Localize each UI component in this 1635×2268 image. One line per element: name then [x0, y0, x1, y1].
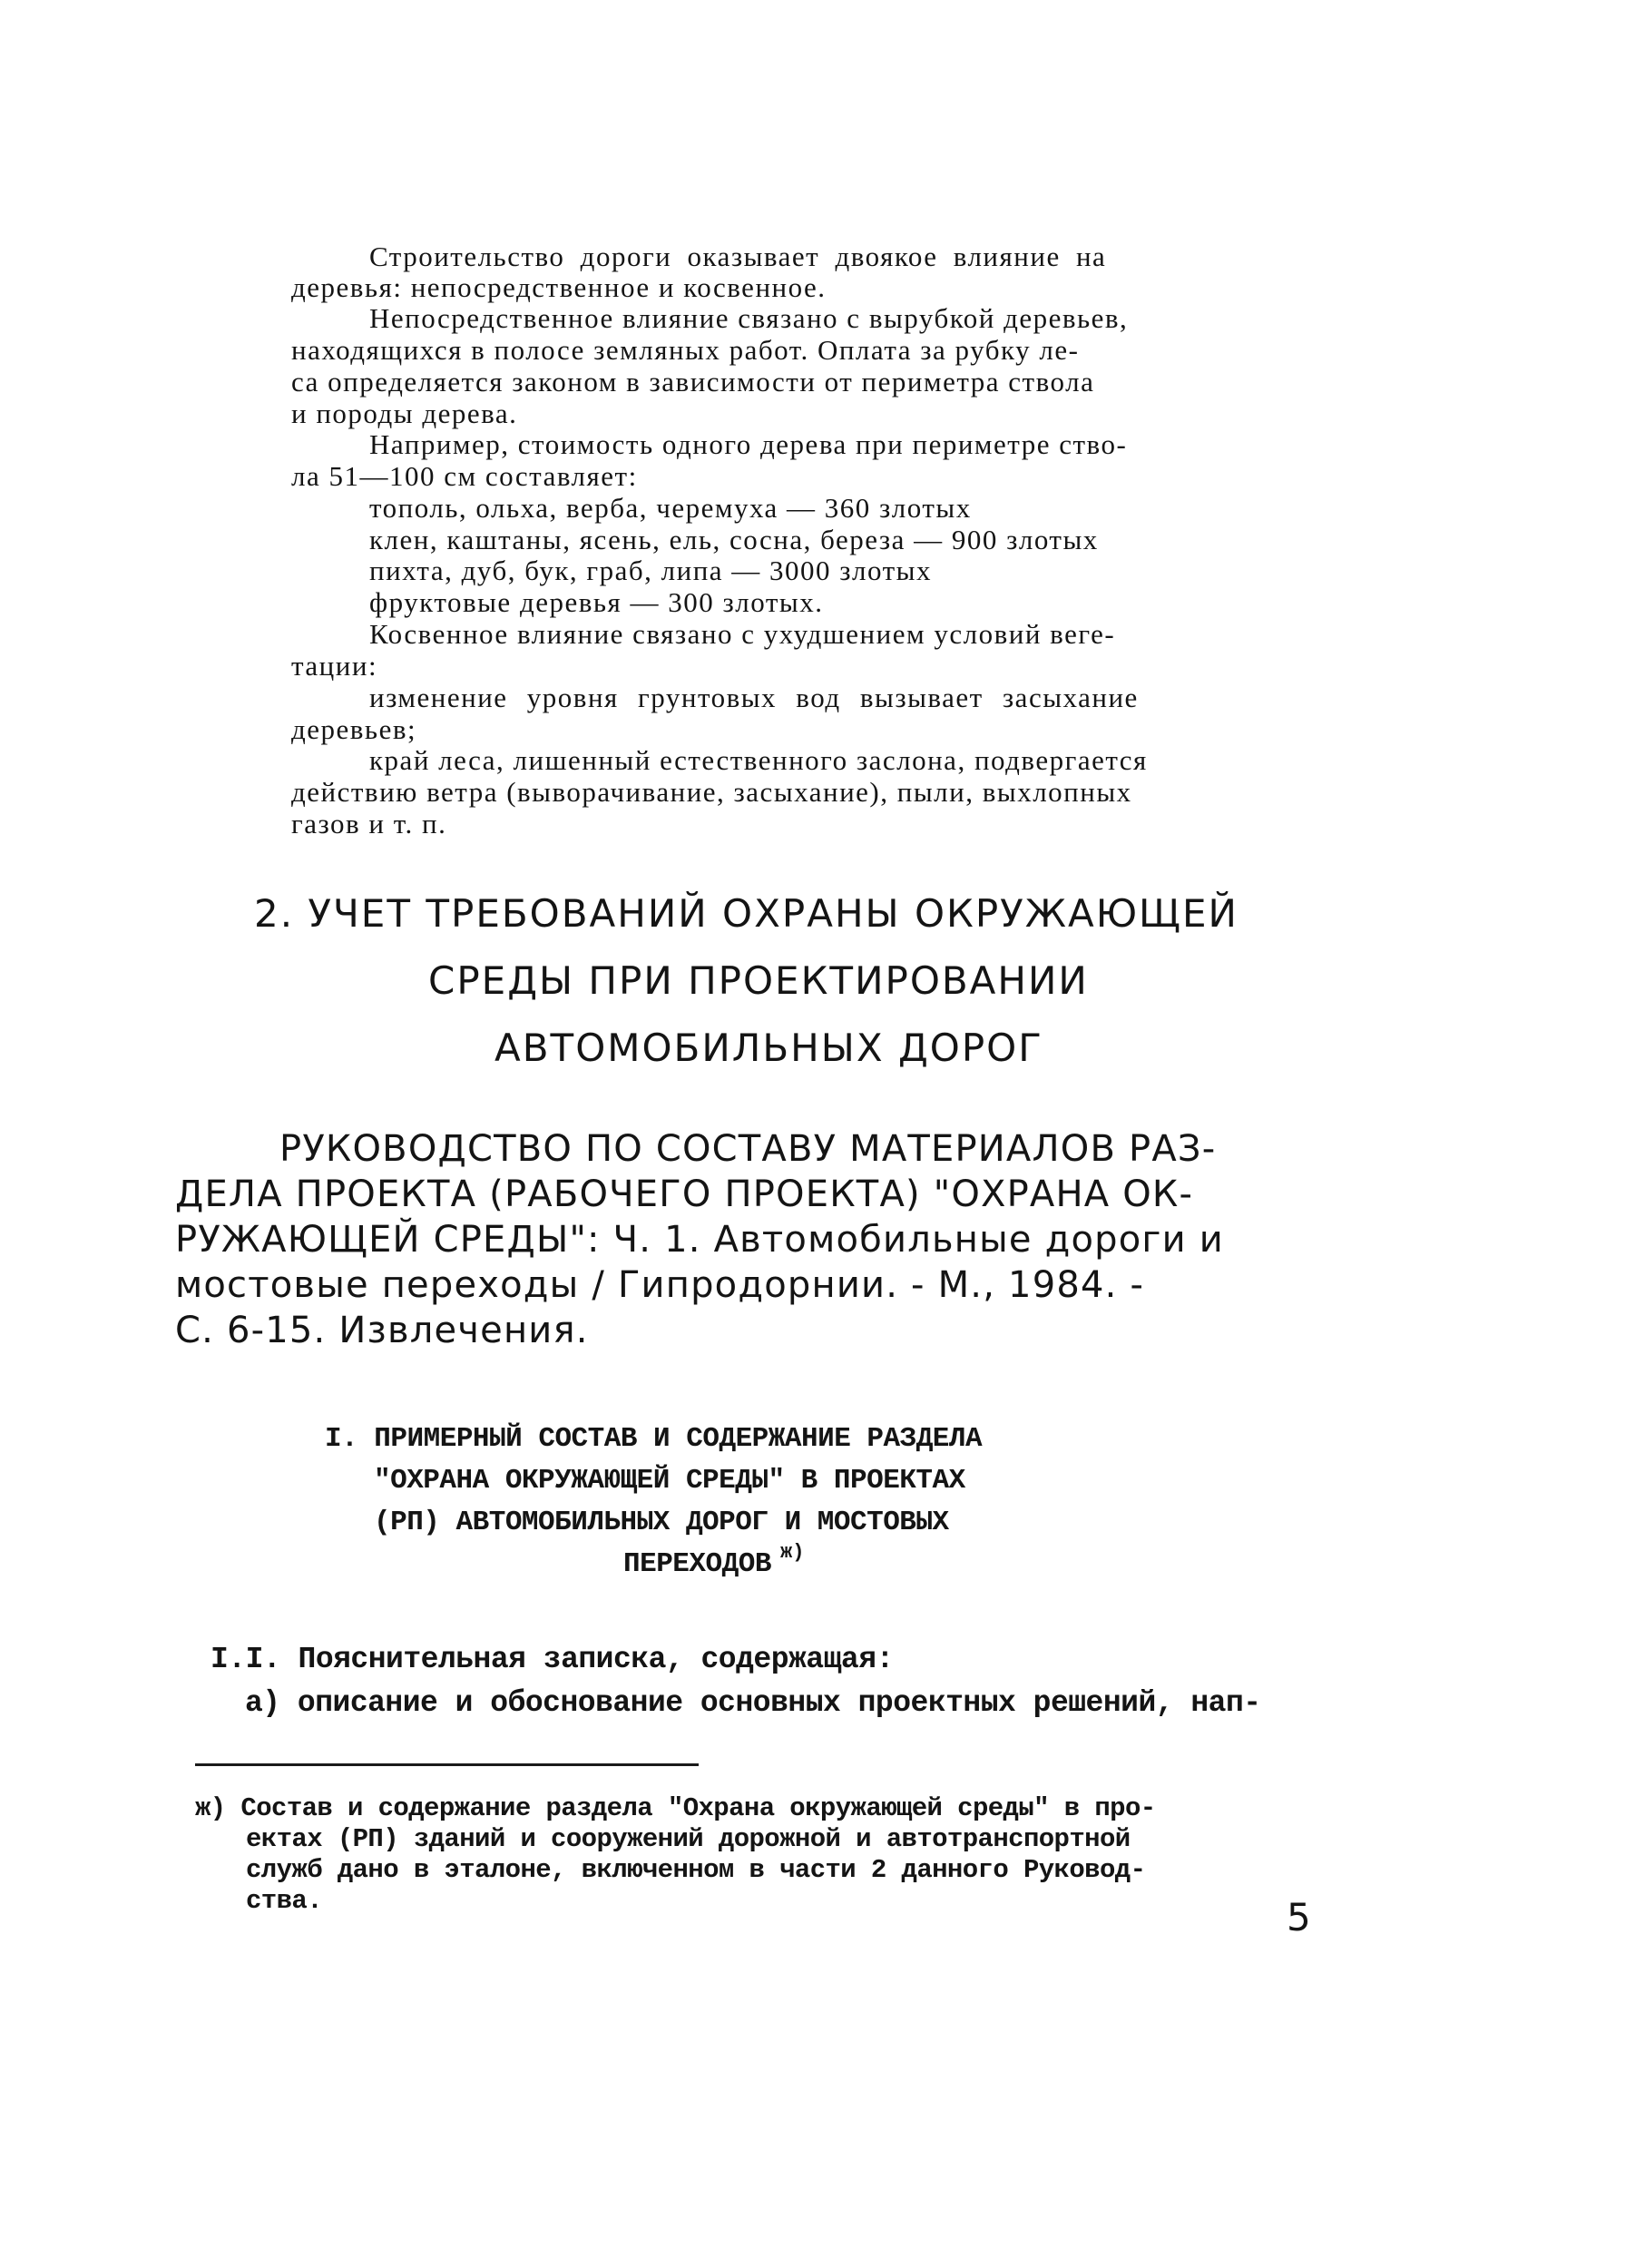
price-line: клен, каштаны, ясень, ель, сосна, береза — 900 злотых — [369, 524, 1099, 555]
page-number: 5 — [1287, 1895, 1311, 1939]
intro-line: край леса, лишенный естественного заслона, подвергается — [369, 744, 1148, 776]
intro-line: са определяется законом в зависимости от периметра ствола — [291, 366, 1095, 398]
reference-line: мостовые переходы / Гипродорнии. - М., 1984. - — [175, 1264, 1145, 1306]
list-item: а) описание и обоснование основных проектных решений, нап- — [245, 1686, 1261, 1720]
intro-line: Непосредственное влияние связано с вырубкой деревьев, — [369, 302, 1129, 334]
subsection-heading-line: I. ПРИМЕРНЫЙ СОСТАВ И СОДЕРЖАНИЕ РАЗДЕЛА — [325, 1423, 983, 1455]
footnote-line: служб дано в эталоне, включенном в части 2 данного Руковод- — [246, 1855, 1146, 1885]
subsection-heading-line: "ОХРАНА ОКРУЖАЮЩЕЙ СРЕДЫ" В ПРОЕКТАХ — [374, 1465, 965, 1497]
section-heading-line: 2. УЧЕТ ТРЕБОВАНИЙ ОХРАНЫ ОКРУЖАЮЩЕЙ — [254, 891, 1238, 936]
intro-line: изменение уровня грунтовых вод вызывает засыхание — [369, 682, 1139, 713]
intro-line: ла 51—100 см составляет: — [291, 460, 638, 492]
intro-line: деревьев; — [291, 713, 417, 745]
intro-line: деревья: непосредственное и косвенное. — [291, 271, 827, 303]
intro-line: тации: — [291, 650, 378, 682]
intro-line: и породы дерева. — [291, 398, 518, 429]
price-line: пихта, дуб, бук, граб, липа — 3000 злотых — [369, 555, 932, 586]
footnote-divider — [195, 1763, 699, 1766]
subsection-heading-line: (РП) АВТОМОБИЛЬНЫХ ДОРОГ И МОСТОВЫХ — [374, 1507, 949, 1538]
reference-line: С. 6-15. Извлечения. — [175, 1310, 589, 1351]
footnote-line: ж) Состав и содержание раздела "Охрана окружающей среды" в про- — [195, 1793, 1156, 1823]
price-line: фруктовые деревья — 300 злотых. — [369, 586, 824, 618]
intro-line: газов и т. п. — [291, 808, 447, 839]
intro-line: Косвенное влияние связано с ухудшением условий веге- — [369, 618, 1116, 650]
reference-line: ДЕЛА ПРОЕКТА (РАБОЧЕГО ПРОЕКТА) "ОХРАНА ОК- — [175, 1173, 1194, 1215]
intro-line: Строительство дороги оказывает двоякое влияние на — [369, 241, 1107, 272]
footnote-line: ектах (РП) зданий и сооружений дорожной и автотранспортной — [246, 1824, 1131, 1854]
reference-line: РУЖАЮЩЕЙ СРЕДЫ": Ч. 1. Автомобильные дороги и — [175, 1219, 1224, 1261]
subsection-heading-line: ПЕРЕХОДОВ — [623, 1548, 771, 1580]
footnote-line: ства. — [246, 1886, 323, 1916]
reference-line: РУКОВОДСТВО ПО СОСТАВУ МАТЕРИАЛОВ РАЗ- — [279, 1128, 1217, 1170]
section-heading-line: СРЕДЫ ПРИ ПРОЕКТИРОВАНИИ — [428, 958, 1089, 1003]
price-line: тополь, ольха, верба, черемуха — 360 злотых — [369, 492, 972, 524]
section-heading-line: АВТОМОБИЛЬНЫХ ДОРОГ — [494, 1026, 1043, 1070]
intro-line: Например, стоимость одного дерева при периметре ство- — [369, 428, 1128, 460]
intro-line: находящихся в полосе земляных работ. Оплата за рубку ле- — [291, 334, 1080, 366]
list-item: I.I. Пояснительная записка, содержащая: — [210, 1643, 894, 1676]
intro-line: действию ветра (выворачивание, засыхание), пыли, выхлопных — [291, 776, 1132, 808]
footnote-marker: ж) — [780, 1541, 805, 1564]
